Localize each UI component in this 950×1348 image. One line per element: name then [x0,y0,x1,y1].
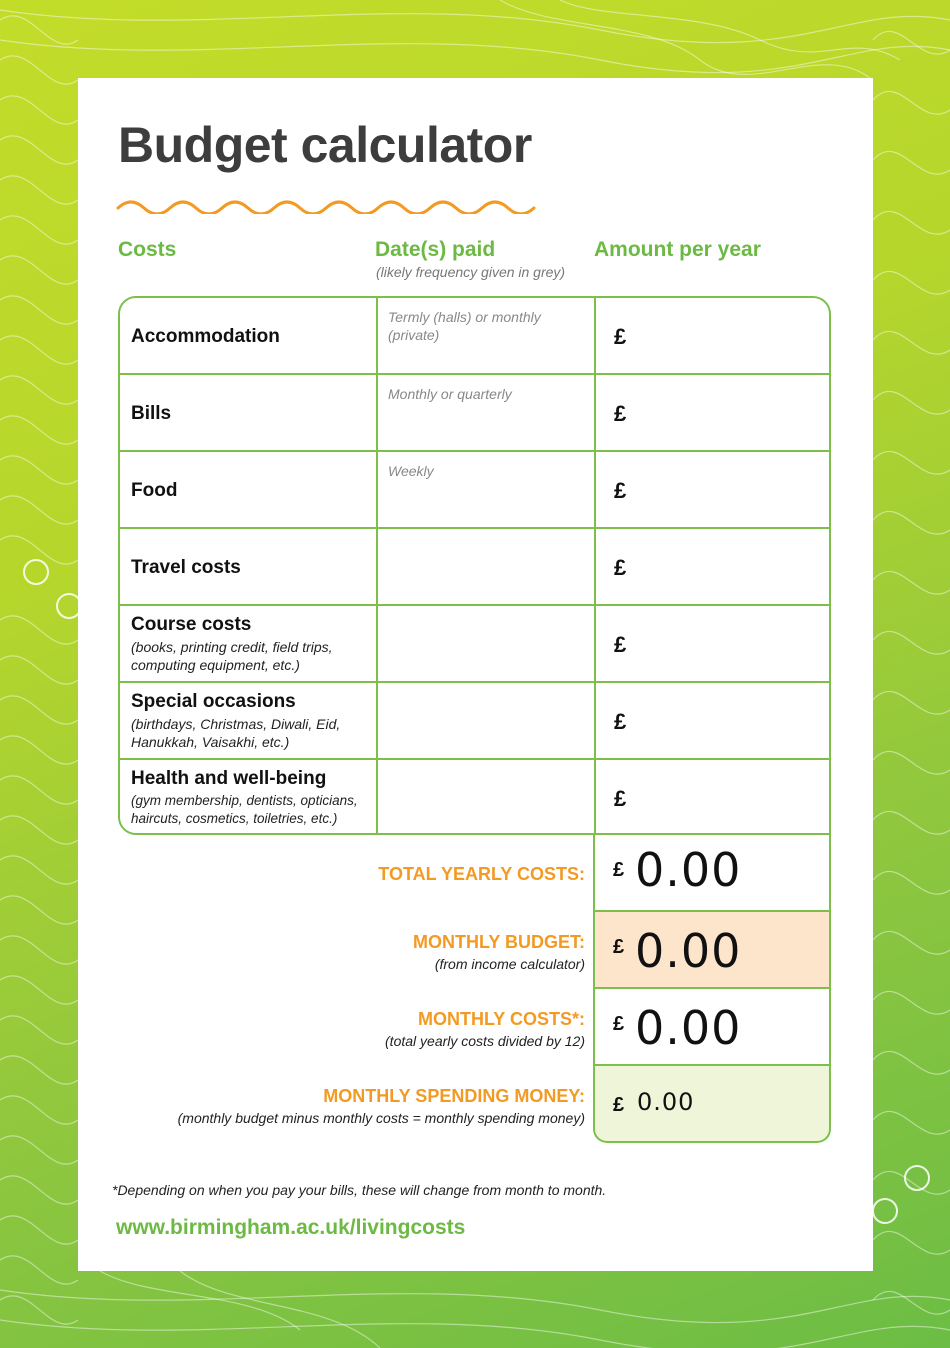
amount-column-header: Amount per year [594,238,761,261]
cost-note: (gym membership, dentists, opticians, haircuts, cosmetics, toiletries, etc.) [131,793,358,826]
footnote: *Depending on when you pay your bills, these will change from month to month. [112,1182,607,1198]
cost-label: Health and well-being [131,768,327,789]
pound-sign: £ [614,632,627,657]
table-row [120,683,831,760]
monthly-costs-note: (total yearly costs divided by 12) [385,1033,585,1049]
frequency-hint: Termly (halls) or monthly (private) [388,309,541,343]
costs-table [118,296,831,835]
monthly-costs-box[interactable] [593,989,831,1066]
monthly-spending-money-value: 0.00 [637,1088,695,1116]
squiggle-divider [116,196,540,214]
table-row [120,375,831,452]
decorative-circle [904,1165,930,1191]
dates-paid-note: (likely frequency given in grey) [376,264,566,280]
cost-label: Course costs [131,614,252,635]
monthly-spending-money-box[interactable] [593,1066,831,1143]
page-title: Budget calculator [118,117,532,173]
monthly-budget-value: 0.00 [635,924,742,978]
cost-label: Travel costs [131,557,241,578]
monthly-budget-box[interactable] [593,912,831,989]
cost-label: Bills [131,403,172,424]
total-yearly-costs-box[interactable] [593,835,831,912]
table-row [120,606,831,683]
monthly-costs-value: 0.00 [635,1001,742,1055]
monthly-budget-label: MONTHLY BUDGET: [412,932,585,952]
total-yearly-costs-value: 0.00 [635,843,742,897]
website-link[interactable]: www.birmingham.ac.uk/livingcosts [116,1216,466,1239]
pound-sign: £ [614,324,627,349]
pound-sign: £ [613,1013,625,1035]
cost-label: Special occasions [131,691,296,712]
costs-column-header: Costs [118,238,177,261]
pound-sign: £ [614,401,627,426]
pound-sign: £ [614,709,627,734]
cost-note: (books, printing credit, field trips, computing equipment, etc.) [131,639,333,673]
decorative-circle [23,559,49,585]
pound-sign: £ [613,1094,625,1116]
monthly-budget-note: (from income calculator) [434,956,585,972]
pound-sign: £ [614,555,627,580]
table-row [120,452,831,529]
pound-sign: £ [614,478,627,503]
pound-sign: £ [614,786,627,811]
cost-note: (birthdays, Christmas, Diwali, Eid, Hanukkah, Vaisakhi, etc.) [131,716,341,750]
pound-sign: £ [613,859,625,881]
frequency-hint: Monthly or quarterly [388,386,512,402]
pound-sign: £ [613,936,625,958]
monthly-spending-money-note: (monthly budget minus monthly costs = monthly spending money) [177,1110,585,1126]
table-row [120,760,831,835]
cost-label: Accommodation [131,326,280,347]
dates-paid-column-header: Date(s) paid [375,238,496,261]
budget-calculator-card [78,78,873,1271]
table-row [120,298,831,375]
monthly-spending-money-label: MONTHLY SPENDING MONEY: [323,1086,585,1106]
cost-label: Food [131,480,178,501]
decorative-circle [872,1198,898,1224]
monthly-costs-label: MONTHLY COSTS*: [417,1009,585,1029]
table-row [120,529,831,606]
frequency-hint: Weekly [388,463,434,479]
total-yearly-costs-label: TOTAL YEARLY COSTS: [378,864,585,884]
